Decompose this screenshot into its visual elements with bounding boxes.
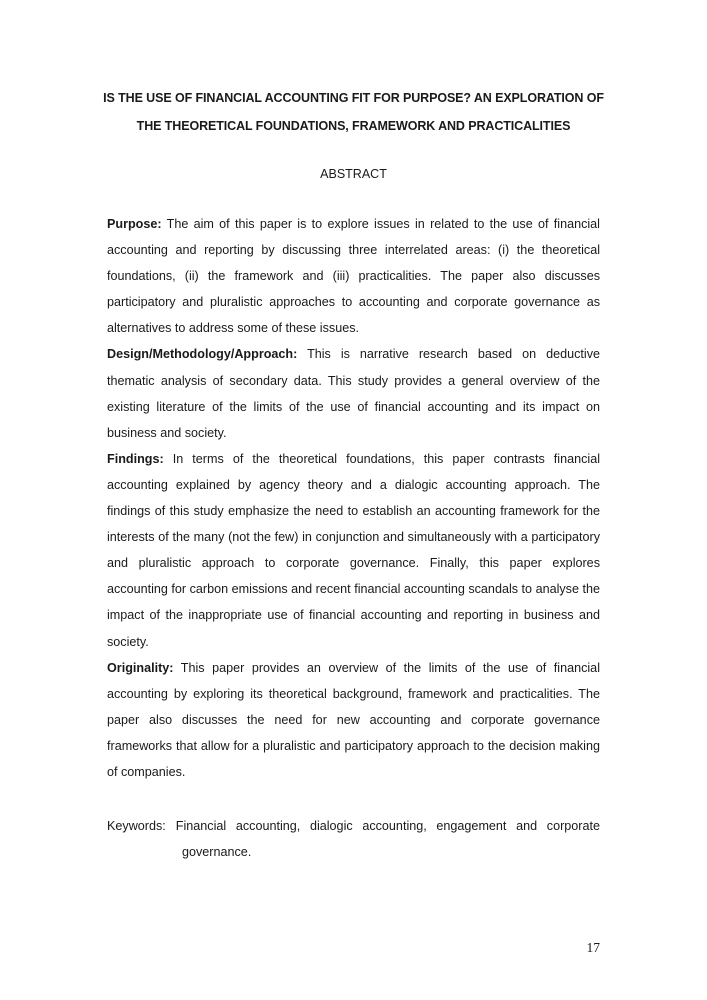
title-line-2: THE THEORETICAL FOUNDATIONS, FRAMEWORK AND PRACTICALITIES	[136, 119, 571, 133]
section-label: Design/Methodology/Approach:	[107, 347, 298, 362]
page-number: 17	[586, 940, 600, 955]
keywords-label: Keywords:	[107, 819, 166, 833]
abstract-body	[107, 211, 600, 785]
keywords-line-2: governance.	[182, 845, 252, 859]
section-text: In terms of the theoretical foundations, this paper contrasts financial accounting explained by agency theory and a dialogic accounting approach. The findings of this study emphasize the need to establish an accounting framework for the interests of the many (not the few) in conjunction and simultaneously with a participatory and pluralistic approach to corporate governance. Finally, this paper explores accounting for carbon emissions and recent financial accounting scandals to analyse the impact of the inappropriate use of financial accounting and reporting in business and society.	[107, 451, 601, 649]
section-label: Findings:	[107, 451, 164, 466]
section-purpose	[107, 211, 600, 341]
section-text: This is narrative research based on deductive thematic analysis of secondary data. This study provides a general overview of the existing literature of the limits of the use of financial accounting and its impact on business and society.	[107, 347, 600, 440]
title-line-1: IS THE USE OF FINANCIAL ACCOUNTING FIT FOR PURPOSE? AN EXPLORATION OF	[103, 91, 604, 105]
section-design	[107, 341, 600, 445]
section-findings	[107, 446, 600, 655]
section-label: Purpose:	[107, 217, 162, 231]
abstract-heading: ABSTRACT	[320, 167, 387, 181]
paper-title	[80, 84, 627, 140]
keywords	[107, 813, 600, 865]
keywords-row	[107, 813, 600, 839]
section-text: The aim of this paper is to explore issues in related to the use of financial accounting and reporting by discussing three interrelated areas: (i) the theoretical foundations, (ii) the framework and (iii) practicalities. The paper also discusses participatory and pluralistic approaches to accounting and corporate governance as alternatives to address some of these issues.	[107, 217, 600, 336]
keywords-line-1: Financial accounting, dialogic accounting, engagement and corporate	[175, 819, 600, 833]
section-originality	[107, 655, 600, 785]
section-label: Originality:	[107, 660, 174, 675]
section-text: This paper provides an overview of the limits of the use of financial accounting by exploring its theoretical background, framework and practicalities. The paper also discusses the need for new accounting and corporate governance frameworks that allow for a pluralistic and participatory approach to the decision making of companies.	[107, 660, 600, 779]
